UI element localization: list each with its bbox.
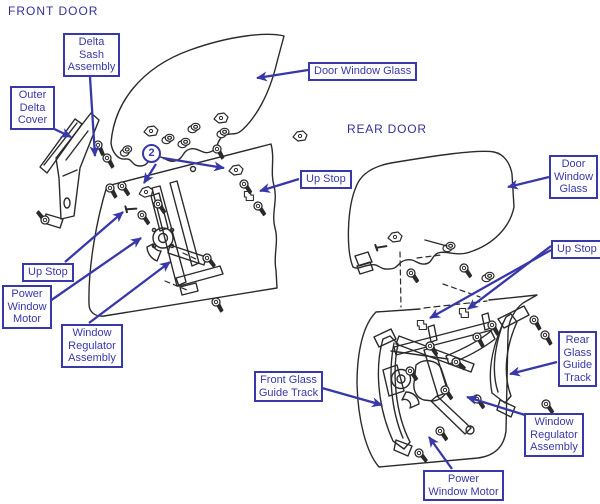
front-door-title: FRONT DOOR: [8, 4, 99, 18]
label-front-up-stop-left: Up Stop: [22, 263, 74, 282]
arrow-front-up-stop-right: [260, 179, 299, 191]
arrow-front-window-regulator: [89, 262, 170, 323]
label-outer-delta-cover: Outer Delta Cover: [10, 86, 55, 130]
label-front-glass-guide-track: Front Glass Guide Track: [254, 371, 323, 402]
label-front-power-window-motor: Power Window Motor: [2, 285, 52, 329]
leader-arrows: [48, 70, 557, 469]
arrow-front-glass-guide-track: [322, 388, 382, 405]
rear-door-glass-outline: [348, 151, 514, 269]
label-front-window-regulator-assembly: Window Regulator Assembly: [61, 324, 123, 368]
label-rear-glass-guide-track: Rear Glass Guide Track: [558, 331, 597, 387]
label-rear-window-regulator-assembly: Window Regulator Assembly: [524, 413, 584, 457]
rear-door-panel-outline: [357, 295, 537, 467]
label-front-door-window-glass: Door Window Glass: [308, 62, 417, 81]
arrow-front-up-stop-left: [65, 212, 123, 262]
label-rear-power-window-motor: Power Window Motor: [423, 470, 504, 501]
arrow-rear-up-stop-b: [468, 246, 551, 309]
label-front-up-stop-right: Up Stop: [300, 170, 352, 189]
arrow-rear-door-window-glass: [508, 177, 549, 187]
label-delta-sash-assembly: Delta Sash Assembly: [63, 33, 120, 77]
label-rear-up-stop: Up Stop: [551, 240, 600, 259]
arrow-rear-power-window-motor: [429, 437, 452, 469]
arrow-rear-glass-guide-track: [510, 362, 557, 374]
label-rear-door-window-glass: Door Window Glass: [549, 155, 598, 199]
rear-door-title: REAR DOOR: [347, 122, 427, 136]
callout-2-badge: 2: [142, 144, 161, 163]
arrow-front-door-window-glass: [257, 70, 308, 78]
front-door-glass-outline: [111, 34, 284, 166]
arrow-rear-window-regulator: [467, 397, 525, 415]
